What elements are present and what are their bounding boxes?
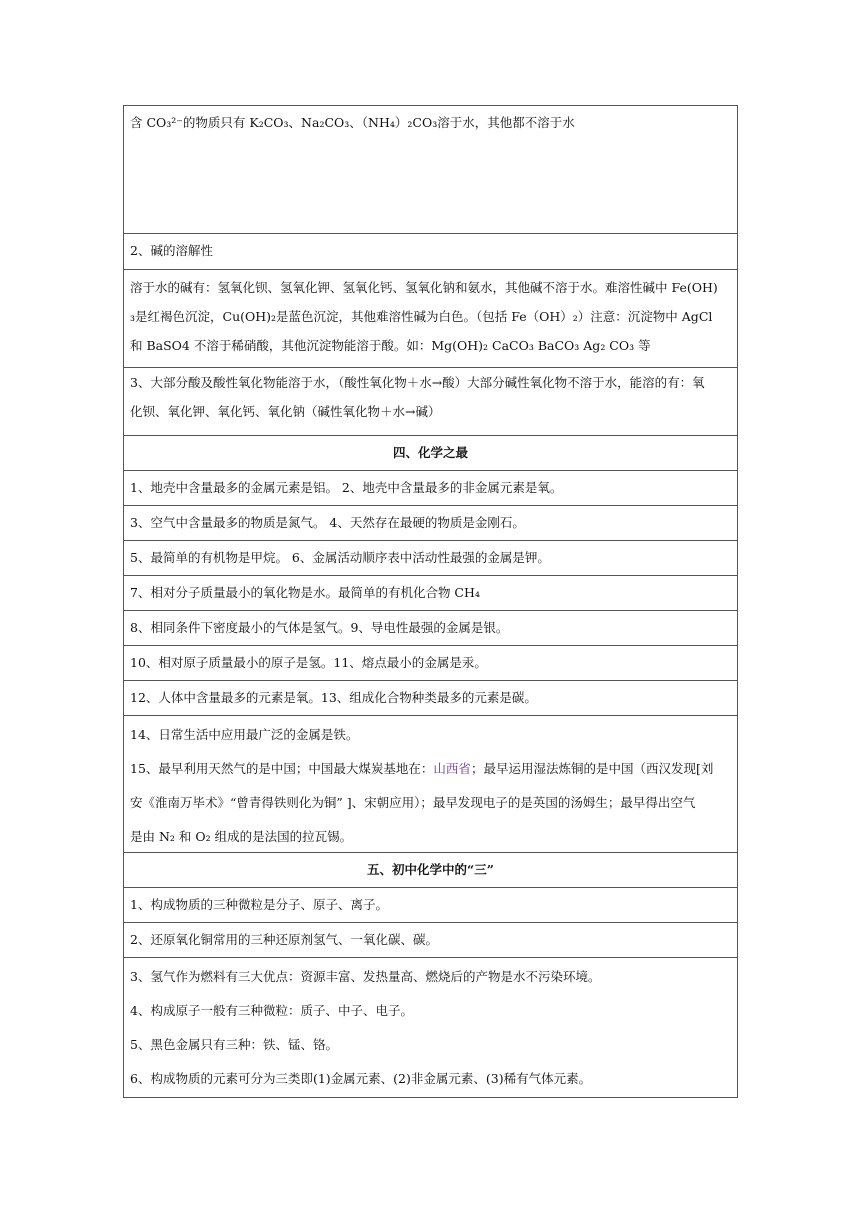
table-row bbox=[124, 106, 737, 234]
table-row bbox=[124, 681, 737, 716]
three-line: 1、构成物质的三种微粒是分子、原子、离子。 bbox=[130, 897, 388, 912]
three-line: 3、氢气作为燃料有三大优点：资源丰富、发热量高、燃烧后的产物是水不污染环境。 bbox=[130, 969, 601, 984]
table-row bbox=[124, 923, 737, 958]
table-row bbox=[124, 716, 737, 853]
base-body-line: 和 BaSO4 不溶于稀硝酸，其他沉淀物能溶于酸。如：Mg(OH)₂ CaCO₃ BaCO₃ Ag₂ CO₃ 等 bbox=[130, 338, 651, 353]
fact-line: 8、相同条件下密度最小的气体是氢气。9、导电性最强的金属是银。 bbox=[130, 620, 509, 635]
fact-line: 7、相对分子质量最小的氧化物是水。最简单的有机化合物 CH₄ bbox=[130, 585, 480, 600]
table-row bbox=[124, 234, 737, 270]
fact-text: 15、最早利用天然气的是中国；中国最大煤炭基地在： bbox=[130, 761, 434, 776]
three-line: 5、黑色金属只有三种：铁、锰、铬。 bbox=[130, 1037, 338, 1052]
table-row bbox=[124, 888, 737, 923]
table-row bbox=[124, 471, 737, 506]
base-title: 2、碱的溶解性 bbox=[130, 243, 213, 258]
base-body-line: 溶于水的碱有：氢氧化钡、氢氧化钾、氢氧化钙、氢氧化钠和氨水，其他碱不溶于水。难溶性碱中 Fe(OH) bbox=[130, 280, 718, 295]
fact-line: 12、人体中含量最多的元素是氧。13、组成化合物种类最多的元素是碳。 bbox=[130, 690, 537, 705]
table-row bbox=[124, 611, 737, 646]
fact-line: 5、最简单的有机物是甲烷。 6、金属活动顺序表中活动性最强的金属是钾。 bbox=[130, 550, 550, 565]
section-heading: 五、初中化学中的“三” bbox=[367, 862, 494, 877]
table-row bbox=[124, 270, 737, 368]
fact-line: 是由 N₂ 和 O₂ 组成的是法国的拉瓦锡。 bbox=[130, 829, 353, 844]
fact-line: 安《淮南万毕术》“曾青得铁则化为铜” ]、宋朝应用）；最早发现电子的是英国的汤姆生；最早得出空气 bbox=[130, 795, 696, 810]
carbonate-text: 含 CO₃²⁻的物质只有 K₂CO₃、Na₂CO₃、（NH₄）₂CO₃溶于水，其他都不溶于水 bbox=[130, 115, 575, 130]
three-line: 6、构成物质的元素可分为三类即(1)金属元素、(2)非金属元素、(3)稀有气体元素。 bbox=[130, 1071, 592, 1086]
table-row bbox=[124, 368, 737, 436]
fact-text: ；最早运用湿法炼铜的是中国（西汉发现[刘 bbox=[470, 761, 714, 776]
oxide-line: 化钡、氧化钾、氧化钙、氧化钠（碱性氧化物＋水→碱） bbox=[130, 404, 441, 419]
table-row bbox=[124, 506, 737, 541]
table-row bbox=[124, 646, 737, 681]
document-table bbox=[123, 105, 738, 1098]
table-row bbox=[124, 853, 737, 888]
oxide-line: 3、大部分酸及酸性氧化物能溶于水，（酸性氧化物＋水→酸）大部分碱性氧化物不溶于水，能溶的有：氧 bbox=[130, 375, 705, 390]
fact-line: 10、相对原子质量最小的原子是氢。11、熔点最小的金属是汞。 bbox=[130, 655, 487, 670]
fact-line: 14、日常生活中应用最广泛的金属是铁。 bbox=[130, 727, 359, 742]
base-body-line: ₃是红褐色沉淀，Cu(OH)₂是蓝色沉淀，其他难溶性碱为白色。（包括 Fe（OH）₂）注意：沉淀物中 AgCl bbox=[130, 309, 713, 324]
table-row bbox=[124, 576, 737, 611]
section-heading: 四、化学之最 bbox=[392, 445, 468, 460]
three-line: 2、还原氧化铜常用的三种还原剂氢气、一氧化碳、碳。 bbox=[130, 932, 438, 947]
table-row bbox=[124, 436, 737, 471]
table-row bbox=[124, 958, 737, 1097]
fact-line bbox=[130, 752, 731, 786]
fact-line: 3、空气中含量最多的物质是氮气。 4、天然存在最硬的物质是金刚石。 bbox=[130, 515, 525, 530]
fact-line: 1、地壳中含量最多的金属元素是铝。 2、地壳中含量最多的非金属元素是氧。 bbox=[130, 480, 563, 495]
table-row bbox=[124, 541, 737, 576]
highlight-place: 山西省 bbox=[433, 761, 471, 776]
three-line: 4、构成原子一般有三种微粒：质子、中子、电子。 bbox=[130, 1003, 413, 1018]
